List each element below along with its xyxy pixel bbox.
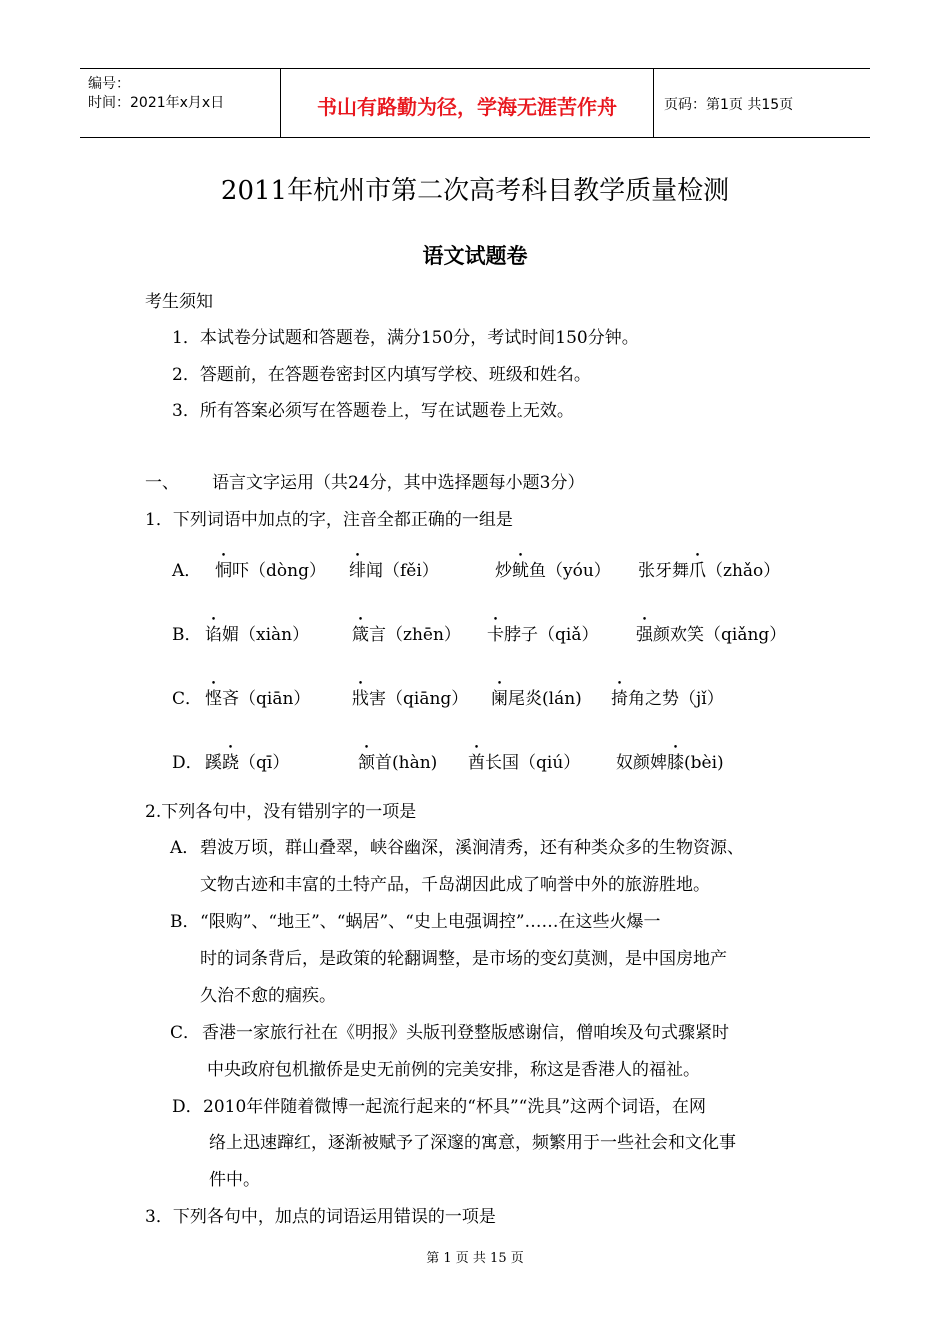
emphasis-dot: • — [354, 551, 361, 561]
notice-item-1: 1．本试卷分试题和答题卷，满分150分，考试时间150分钟。 — [172, 328, 639, 348]
q2-d-line-2: 络上迅速蹿红，逐渐被赋予了深邃的寓意，频繁用于一些社会和文化事 — [209, 1133, 736, 1153]
page-footer: 第 1 页 共 15 页 — [426, 1251, 524, 1266]
emphasis-dot: • — [641, 615, 648, 625]
q1-b-item-3: • 卡脖子（qiǎ） — [487, 615, 599, 645]
q2-a-line-2: 文物古迹和丰富的土特产品，千岛湖因此成了响誉中外的旅游胜地。 — [200, 875, 710, 895]
q2-c-line-1: 香港一家旅行社在《明报》头版刊登整版感谢信，僧咱埃及句式骤紧时 — [202, 1023, 729, 1043]
q1-a-item-3: • 炒鱿鱼（yóu） — [495, 551, 611, 581]
q1-c-item-1: • 悭吝（qiān） — [205, 679, 311, 709]
emphasis-dot: • — [492, 615, 499, 625]
page-subtitle: 语文试题卷 — [422, 243, 528, 268]
page-info: 页码：第1页 共15页 — [664, 97, 794, 113]
q1-d-item-3: • 酋长国（qiú） — [468, 743, 581, 773]
section-number: 一、 — [145, 473, 179, 493]
q2-a-line-1: 碧波万顷，群山叠翠，峡谷幽深，溪涧清秀，还有种类众多的生物资源、 — [200, 838, 744, 858]
notice-item-3: 3．所有答案必须写在答题卷上，写在试题卷上无效。 — [172, 401, 574, 421]
q1-d-item-1: • 蹊跷（qī） — [205, 743, 290, 773]
emphasis-dot: • — [517, 551, 524, 561]
q2-b-line-3: 久治不愈的痼疾。 — [200, 986, 336, 1006]
emphasis-dot: • — [363, 743, 370, 753]
page-header — [80, 68, 870, 138]
emphasis-dot: • — [694, 551, 701, 561]
emphasis-dot: • — [210, 615, 217, 625]
q1-option-letter-b: B． — [172, 625, 202, 645]
section-heading: 语言文字运用（共24分，其中选择题每小题3分） — [212, 473, 585, 493]
q1-d-item-2: • 颔首(hàn) — [358, 743, 438, 773]
q2-b-line-1: “限购”、“地王”、“蜗居”、“史上电强调控”……在这些火爆一 — [200, 912, 661, 932]
q2-d-line-1: 2010年伴随着微博一起流行起来的“杯具”“洗具”这两个词语，在网 — [203, 1097, 707, 1117]
emphasis-dot: • — [496, 679, 503, 689]
q2-d-line-3: 件中。 — [209, 1170, 260, 1190]
q2-option-letter-c: C． — [170, 1023, 201, 1043]
emphasis-dot: • — [220, 551, 227, 561]
question-2-stem: 2.下列各句中，没有错别字的一项是 — [145, 802, 417, 822]
q1-c-item-2: • 戕害（qiāng） — [352, 679, 469, 709]
q1-c-item-4: • 掎角之势（jǐ） — [611, 679, 724, 709]
q1-b-item-4: • 强颜欢笑（qiǎng） — [636, 615, 787, 645]
q1-a-item-2: • 绯闻（fěi） — [349, 551, 439, 581]
q1-b-item-1: • 谄媚（xiàn） — [205, 615, 310, 645]
q1-c-item-3: • 阑尾炎(lán) — [491, 679, 582, 709]
page-title: 2011年杭州市第二次高考科目教学质量检测 — [220, 176, 730, 206]
question-3-stem: 3．下列各句中，加点的词语运用错误的一项是 — [145, 1207, 496, 1227]
q1-b-item-2: • 箴言（zhēn） — [352, 615, 461, 645]
q1-option-letter-d: D． — [172, 753, 203, 773]
emphasis-dot: • — [616, 679, 623, 689]
emphasis-dot: • — [227, 743, 234, 753]
q2-option-letter-b: B． — [170, 912, 200, 932]
emphasis-dot: • — [672, 743, 679, 753]
motto: 书山有路勤为径，学海无涯苦作舟 — [317, 95, 617, 119]
q1-a-item-1: • 恫吓（dòng） — [215, 551, 326, 581]
q2-b-line-2: 时的词条背后，是政策的轮翻调整，是市场的变幻莫测，是中国房地产 — [200, 949, 727, 969]
number-label: 编号： — [88, 76, 130, 92]
header-motto-cell — [281, 69, 654, 137]
question-1-stem: 1．下列词语中加点的字，注音全都正确的一组是 — [145, 510, 513, 530]
time-label: 时间：2021年x月x日 — [88, 95, 225, 111]
q1-a-item-4: • 张牙舞爪（zhǎo） — [638, 551, 781, 581]
notice-heading: 考生须知 — [145, 292, 213, 312]
header-meta-cell — [80, 69, 281, 137]
notice-item-2: 2．答题前，在答题卷密封区内填写学校、班级和姓名。 — [172, 365, 591, 385]
emphasis-dot: • — [473, 743, 480, 753]
q1-d-item-4: • 奴颜婢膝(bèi) — [616, 743, 724, 773]
q2-option-letter-a: A． — [170, 838, 200, 858]
emphasis-dot: • — [357, 679, 364, 689]
q1-option-letter-a: A． — [172, 561, 202, 581]
q2-option-letter-d: D． — [172, 1097, 203, 1117]
q2-c-line-2: 中央政府包机撤侨是史无前例的完美安排，称这是香港人的福祉。 — [207, 1060, 700, 1080]
q1-option-letter-c: C． — [172, 689, 203, 709]
header-page-cell — [654, 69, 870, 137]
emphasis-dot: • — [210, 679, 217, 689]
emphasis-dot: • — [357, 615, 364, 625]
